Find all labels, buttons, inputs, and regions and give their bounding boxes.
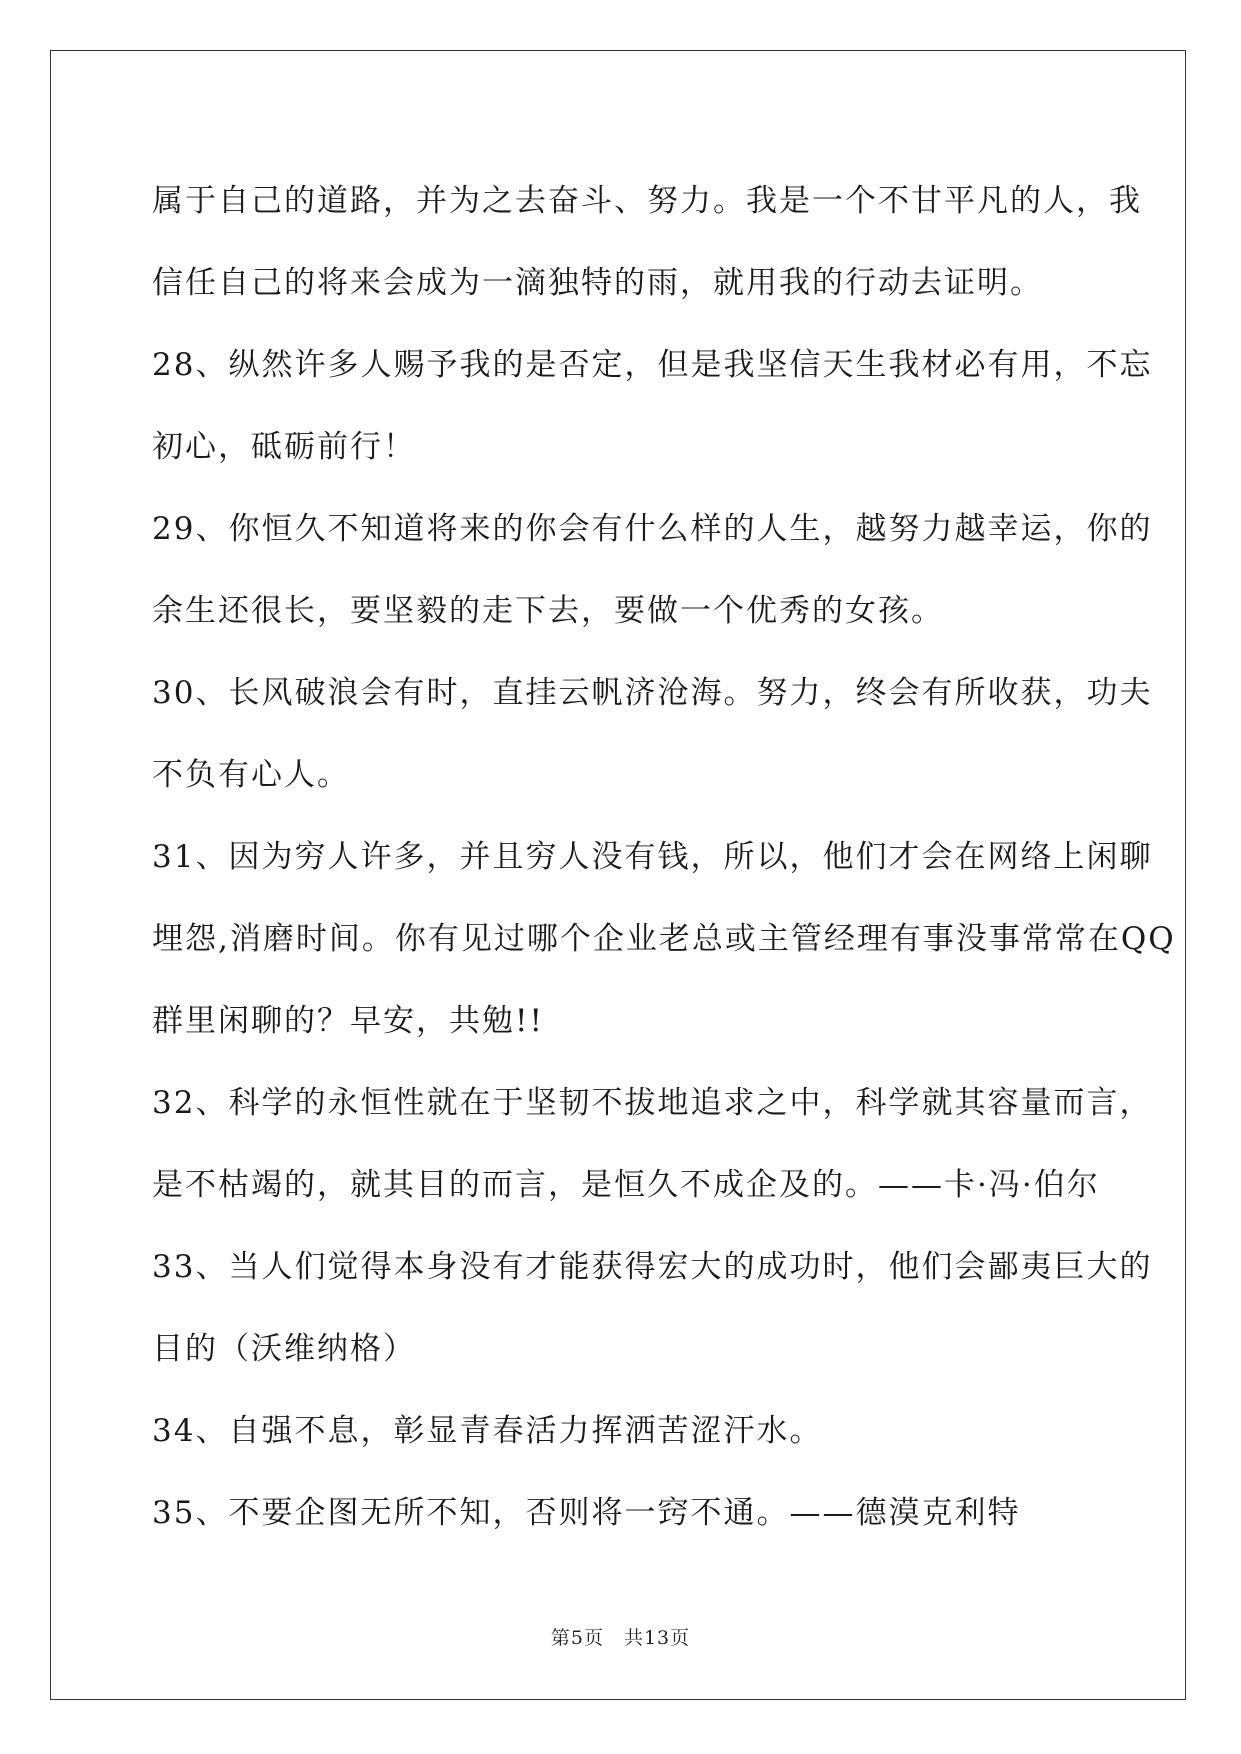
text-line: 31、因为穷人许多，并且穷人没有钱，所以，他们才会在网络上闲聊 <box>152 839 1153 875</box>
text-line: 是不枯竭的，就其目的而言，是恒久不成企及的。——卡·冯·伯尔 <box>152 1167 1100 1203</box>
text-line: 属于自己的道路，并为之去奋斗、努力。我是一个不甘平凡的人，我 <box>152 183 1142 219</box>
text-line: 35、不要企图无所不知，否则将一窍不通。——德漠克利特 <box>152 1495 1021 1531</box>
text-line: 初心，砥砺前行！ <box>152 429 416 465</box>
text-line: 34、自强不息，彰显青春活力挥洒苦涩汗水。 <box>152 1413 823 1449</box>
text-line: 群里闲聊的？早安，共勉!! <box>152 1003 544 1039</box>
text-line: 33、当人们觉得本身没有才能获得宏大的成功时，他们会鄙夷巨大的 <box>152 1249 1153 1285</box>
text-line: 目的（沃维纳格） <box>152 1331 416 1367</box>
document-body <box>152 160 1176 1554</box>
text-line: 28、纵然许多人赐予我的是否定，但是我坚信天生我材必有用，不忘 <box>152 347 1153 383</box>
page-footer <box>0 1623 1241 1650</box>
text-line: 信任自己的将来会成为一滴独特的雨，就用我的行动去证明。 <box>152 265 1043 301</box>
text-line: 不负有心人。 <box>152 757 350 793</box>
text-line: 余生还很长，要坚毅的走下去，要做一个优秀的女孩。 <box>152 593 944 629</box>
page-number: 第5页 <box>550 1627 604 1649</box>
text-line: 30、长风破浪会有时，直挂云帆济沧海。努力，终会有所收获，功夫 <box>152 675 1153 711</box>
text-line: 埋怨,消磨时间。你有见过哪个企业老总或主管经理有事没事常常在QQ <box>152 921 1176 957</box>
text-line: 32、科学的永恒性就在于坚韧不拔地追求之中，科学就其容量而言， <box>152 1085 1153 1121</box>
text-line: 29、你恒久不知道将来的你会有什么样的人生，越努力越幸运，你的 <box>152 511 1153 547</box>
total-pages: 共13页 <box>623 1627 691 1649</box>
